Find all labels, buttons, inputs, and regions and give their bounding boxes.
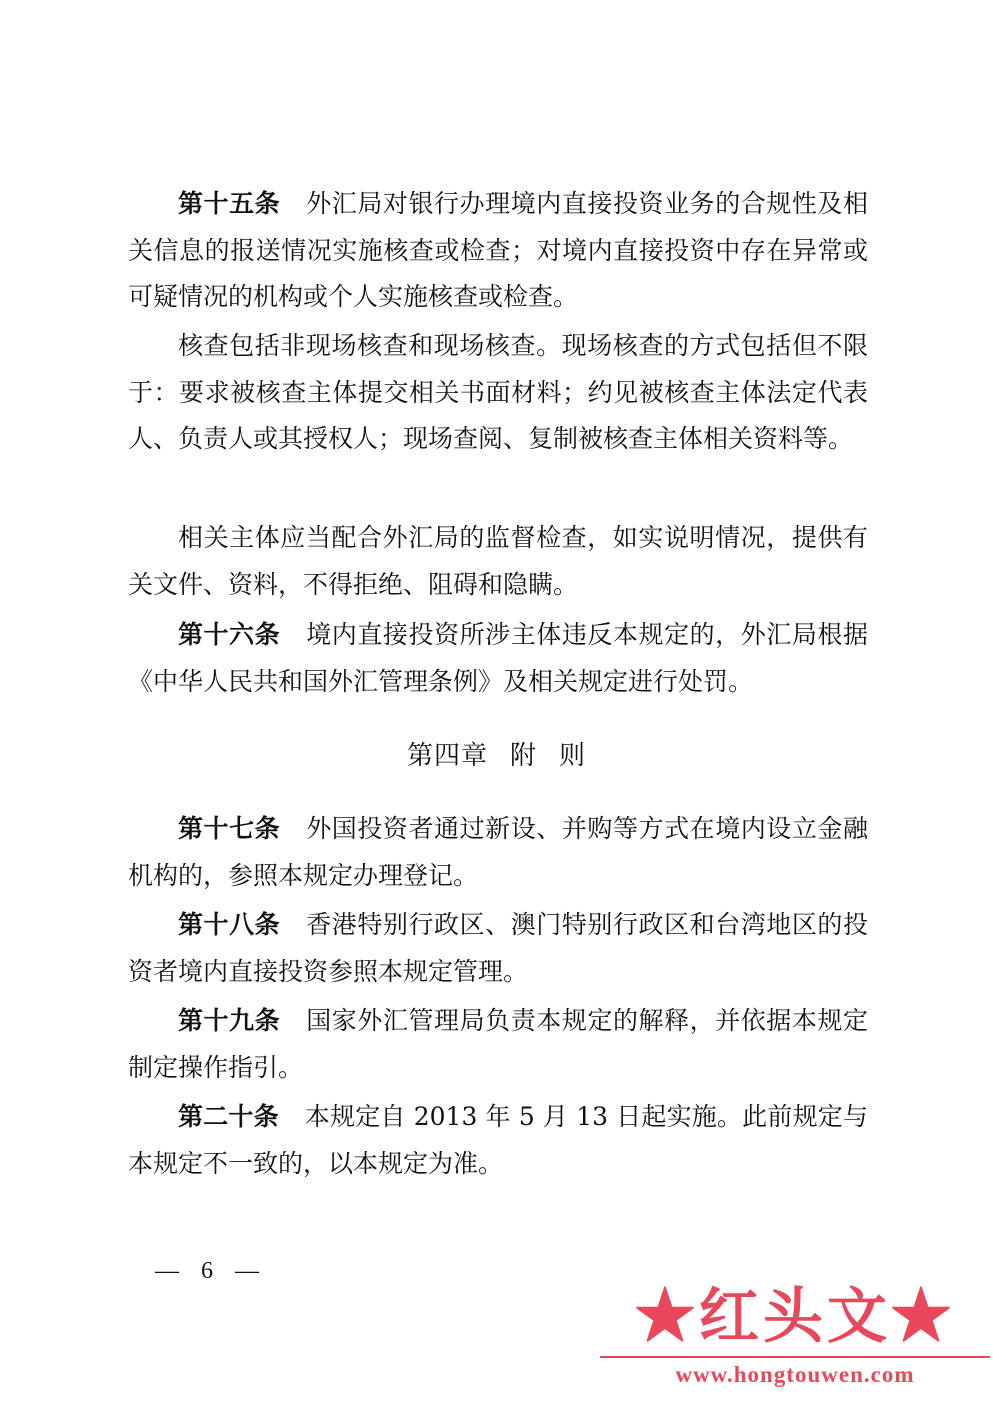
article-16-paragraph (128, 612, 868, 705)
chapter-heading (0, 733, 993, 779)
page-number: — 6 — (155, 1258, 267, 1284)
article-20-label: 第二十条 (178, 1102, 279, 1131)
chapter-title-1: 附 (509, 741, 537, 771)
article-15-text-3: 相关主体应当配合外汇局的监督检查，如实说明情况，提供有关文件、资料，不得拒绝、阻碍和隐瞒。 (128, 523, 868, 599)
article-17-text: 外国投资者通过新设、并购等方式在境内设立金融机构的，参照本规定办理登记。 (128, 814, 868, 890)
watermark-url: www.hongtouwen.com (675, 1362, 915, 1387)
watermark (600, 1282, 990, 1397)
watermark-divider (600, 1356, 990, 1358)
article-20-text: 本规定自 2013 年 5 月 13 日起实施。此前规定与本规定不一致的，以本规定为准。 (128, 1102, 868, 1178)
article-19-label: 第十九条 (178, 1006, 281, 1035)
article-15-text-1: 外汇局对银行办理境内直接投资业务的合规性及相关信息的报送情况实施核查或检查；对境内直接投资中存在异常或可疑情况的机构或个人实施核查或检查。 (128, 189, 868, 311)
article-18-text: 香港特别行政区、澳门特别行政区和台湾地区的投资者境内直接投资参照本规定管理。 (128, 910, 868, 986)
article-17-label: 第十七条 (178, 814, 281, 843)
article-18-paragraph (128, 902, 868, 995)
article-19-paragraph (128, 998, 868, 1091)
article-20-paragraph (128, 1094, 868, 1187)
article-15-paragraph-3 (128, 515, 868, 608)
chapter-title-2: 则 (559, 741, 587, 771)
article-18-label: 第十八条 (178, 910, 281, 939)
article-16-text: 境内直接投资所涉主体违反本规定的，外汇局根据《中华人民共和国外汇管理条例》及相关规定进行处罚。 (128, 620, 868, 696)
article-15-label: 第十五条 (178, 189, 281, 218)
article-15-text-2: 核查包括非现场核查和现场核查。现场核查的方式包括但不限于：要求被核查主体提交相关书面材料；约见被核查主体法定代表人、负责人或其授权人；现场查阅、复制被核查主体相关资料等。 (128, 331, 868, 453)
chapter-number: 第四章 (406, 741, 488, 771)
article-15-paragraph-1 (128, 181, 868, 321)
article-15-paragraph-2 (128, 323, 868, 463)
watermark-title: ★红头文★ (635, 1282, 955, 1352)
article-16-label: 第十六条 (178, 620, 281, 649)
article-17-paragraph (128, 806, 868, 899)
article-19-text: 国家外汇管理局负责本规定的解释，并依据本规定制定操作指引。 (128, 1006, 868, 1082)
